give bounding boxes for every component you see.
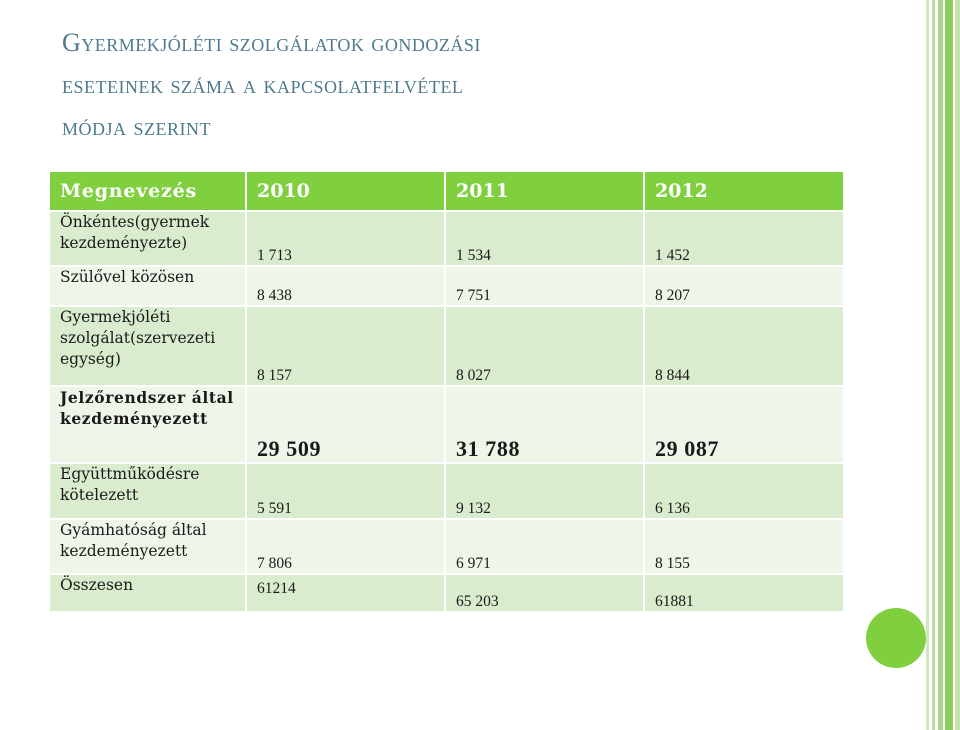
value-2012: 61881 [644,574,844,612]
table-row-total [49,574,844,612]
value-2011: 9 132 [445,463,644,519]
header-2011: 2011 [445,171,644,211]
value-2010: 5 591 [246,463,445,519]
row-label: Összesen [49,574,246,612]
row-label: Jelzőrendszer által kezdeményezett [49,386,246,463]
table-row [49,463,844,519]
value-2010: 1 713 [246,211,445,266]
slide-title [62,22,882,148]
table-row [49,519,844,574]
cases-table [48,170,845,613]
value-2011: 31 788 [445,386,644,463]
value-2012: 8 844 [644,306,844,386]
value-2010: 7 806 [246,519,445,574]
header-name: Megnevezés [49,171,246,211]
value-2012: 29 087 [644,386,844,463]
table-row [49,306,844,386]
row-label: Önkéntes(gyermek kezdeményezte) [49,211,246,266]
header-2010: 2010 [246,171,445,211]
table-header-row [49,171,844,211]
value-2011: 65 203 [445,574,644,612]
row-label: Szülővel közösen [49,266,246,306]
value-2010: 61214 [246,574,445,612]
value-2012: 6 136 [644,463,844,519]
value-2011: 1 534 [445,211,644,266]
row-label: Gyámhatóság által kezdeményezett [49,519,246,574]
row-label: Gyermekjóléti szolgálat(szervezeti egység) [49,306,246,386]
decorative-stripes [926,0,960,730]
value-2011: 6 971 [445,519,644,574]
title-line-3: módja szerint [62,112,212,141]
value-2012: 8 207 [644,266,844,306]
value-2012: 8 155 [644,519,844,574]
header-2012: 2012 [644,171,844,211]
value-2010: 8 438 [246,266,445,306]
title-line-1: Gyermekjóléti szolgálatok gondozási [62,28,481,57]
table-row [49,266,844,306]
table-row [49,211,844,266]
row-label: Együttműködésre kötelezett [49,463,246,519]
value-2011: 8 027 [445,306,644,386]
value-2010: 29 509 [246,386,445,463]
value-2010: 8 157 [246,306,445,386]
value-2012: 1 452 [644,211,844,266]
table-row [49,386,844,463]
title-line-2: eseteinek száma a kapcsolatfelvétel [62,70,464,99]
decorative-circle [866,608,926,668]
value-2011: 7 751 [445,266,644,306]
